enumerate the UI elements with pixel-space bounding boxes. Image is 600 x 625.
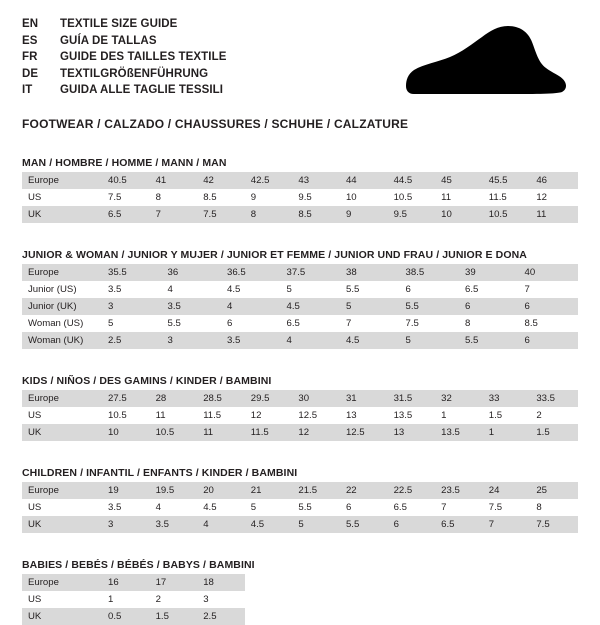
size-cell: 5.5 [400, 298, 460, 315]
size-group [22, 559, 578, 625]
table-row [22, 189, 578, 206]
language-row [22, 33, 227, 50]
size-cell: 3 [102, 298, 162, 315]
size-cell: 5.5 [459, 332, 519, 349]
size-cell: 4.5 [197, 499, 245, 516]
size-group [22, 375, 578, 441]
table-row [22, 390, 578, 407]
size-group-title: KIDS / NIÑOS / DES GAMINS / KINDER / BAMBINI [22, 375, 272, 387]
table-row [22, 172, 578, 189]
table-row [22, 424, 578, 441]
table-row [22, 499, 578, 516]
size-cell: 16 [102, 574, 150, 591]
language-row [22, 16, 227, 33]
size-cell: 7 [483, 516, 531, 533]
size-group-title: MAN / HOMBRE / HOMME / MANN / MAN [22, 157, 227, 169]
size-cell [435, 574, 483, 591]
size-cell: 13.5 [388, 407, 436, 424]
size-cell: 36.5 [221, 264, 281, 281]
language-code: FR [22, 51, 38, 63]
size-cell: 6 [340, 499, 388, 516]
language-title: TEXTILE SIZE GUIDE [60, 18, 178, 30]
size-cell: 42.5 [245, 172, 293, 189]
size-cell: 5 [281, 281, 341, 298]
size-cell: 40 [519, 264, 579, 281]
size-cell: 4 [150, 499, 198, 516]
table-row [22, 332, 578, 349]
size-cell: 11 [197, 424, 245, 441]
size-cell: 19.5 [150, 482, 198, 499]
size-cell: 4 [197, 516, 245, 533]
size-cell: 1.5 [150, 608, 198, 625]
size-cell: 27.5 [102, 390, 150, 407]
row-label: UK [22, 206, 102, 223]
size-cell [483, 608, 531, 625]
size-group [22, 249, 578, 349]
size-cell: 6 [400, 281, 460, 298]
size-cell: 4.5 [340, 332, 400, 349]
size-cell: 4 [281, 332, 341, 349]
size-cell [483, 574, 531, 591]
size-cell: 3.5 [102, 281, 162, 298]
size-cell [530, 608, 578, 625]
row-label: US [22, 499, 102, 516]
size-cell: 10.5 [150, 424, 198, 441]
size-cell: 40.5 [102, 172, 150, 189]
size-cell: 6.5 [459, 281, 519, 298]
size-cell: 19 [102, 482, 150, 499]
size-cell: 6.5 [102, 206, 150, 223]
language-title: GUÍA DE TALLAS [60, 34, 157, 47]
language-code: EN [22, 18, 39, 30]
size-cell: 8.5 [292, 206, 340, 223]
table-row [22, 298, 578, 315]
size-cell [245, 608, 293, 625]
size-cell: 5.5 [292, 499, 340, 516]
row-label: Junior (US) [22, 281, 102, 298]
size-cell: 8 [150, 189, 198, 206]
row-label: Europe [22, 390, 102, 407]
size-cell: 9 [245, 189, 293, 206]
size-cell: 6.5 [388, 499, 436, 516]
size-cell: 21 [245, 482, 293, 499]
row-label: Europe [22, 264, 102, 281]
table-row [22, 281, 578, 298]
row-label: Europe [22, 172, 102, 189]
size-cell: 9.5 [388, 206, 436, 223]
size-cell: 3 [162, 332, 222, 349]
size-cell: 36 [162, 264, 222, 281]
size-cell: 5.5 [340, 281, 400, 298]
size-cell: 5 [292, 516, 340, 533]
size-cell: 9 [340, 206, 388, 223]
size-cell: 5 [340, 298, 400, 315]
language-row [22, 49, 227, 66]
size-group-title: CHILDREN / INFANTIL / ENFANTS / KINDER / BAMBINI [22, 467, 298, 479]
size-cell: 10 [340, 189, 388, 206]
size-tables [22, 157, 578, 625]
page-header [22, 16, 578, 101]
size-cell: 28 [150, 390, 198, 407]
size-cell: 45.5 [483, 172, 531, 189]
size-cell: 8 [530, 499, 578, 516]
size-cell: 1.5 [530, 424, 578, 441]
size-cell: 6.5 [435, 516, 483, 533]
size-cell: 5 [400, 332, 460, 349]
size-cell: 9.5 [292, 189, 340, 206]
size-cell: 11.5 [197, 407, 245, 424]
section-title: FOOTWEAR / CALZADO / CHAUSSURES / SCHUHE / CALZATURE [22, 117, 409, 131]
size-group [22, 467, 578, 533]
size-cell: 4 [221, 298, 281, 315]
language-title: TEXTILGRÖßENFÜHRUNG [60, 67, 209, 80]
row-label: Woman (UK) [22, 332, 102, 349]
size-cell: 12.5 [340, 424, 388, 441]
size-cell: 12 [292, 424, 340, 441]
size-cell: 10 [435, 206, 483, 223]
size-cell: 17 [150, 574, 198, 591]
size-cell: 5 [102, 315, 162, 332]
size-cell: 11 [530, 206, 578, 223]
table-row [22, 264, 578, 281]
size-cell: 30 [292, 390, 340, 407]
size-cell: 44.5 [388, 172, 436, 189]
size-cell: 35.5 [102, 264, 162, 281]
size-cell: 13 [388, 424, 436, 441]
size-cell: 38.5 [400, 264, 460, 281]
size-cell: 31.5 [388, 390, 436, 407]
size-cell: 6 [221, 315, 281, 332]
language-code: IT [22, 84, 33, 96]
size-table [22, 390, 578, 441]
size-cell: 32 [435, 390, 483, 407]
size-cell: 3.5 [102, 499, 150, 516]
size-cell: 1 [435, 407, 483, 424]
size-cell: 41 [150, 172, 198, 189]
size-cell: 7.5 [102, 189, 150, 206]
size-cell: 22 [340, 482, 388, 499]
size-cell: 6 [459, 298, 519, 315]
size-cell [292, 608, 340, 625]
size-cell: 22.5 [388, 482, 436, 499]
size-cell: 45 [435, 172, 483, 189]
table-row [22, 206, 578, 223]
row-label: Junior (UK) [22, 298, 102, 315]
size-group [22, 157, 578, 223]
size-group-title: JUNIOR & WOMAN / JUNIOR Y MUJER / JUNIOR ET FEMME / JUNIOR UND FRAU / JUNIOR E DONA [22, 249, 527, 261]
row-label: Europe [22, 482, 102, 499]
size-cell: 13.5 [435, 424, 483, 441]
size-cell: 6.5 [281, 315, 341, 332]
size-cell [435, 608, 483, 625]
size-cell: 5 [245, 499, 293, 516]
table-row [22, 407, 578, 424]
size-cell: 7.5 [483, 499, 531, 516]
size-cell: 3 [197, 591, 245, 608]
row-label: Woman (US) [22, 315, 102, 332]
row-label: US [22, 407, 102, 424]
size-cell [340, 608, 388, 625]
size-cell: 33.5 [530, 390, 578, 407]
size-cell: 12 [530, 189, 578, 206]
size-cell: 33 [483, 390, 531, 407]
size-cell: 4 [162, 281, 222, 298]
size-cell: 2.5 [102, 332, 162, 349]
row-label: US [22, 591, 102, 608]
size-cell: 7.5 [400, 315, 460, 332]
size-cell: 3 [102, 516, 150, 533]
table-row [22, 608, 578, 625]
table-row [22, 482, 578, 499]
size-table [22, 264, 578, 349]
size-cell [292, 574, 340, 591]
language-code: DE [22, 67, 39, 80]
size-cell: 4.5 [221, 281, 281, 298]
size-cell: 6 [519, 332, 579, 349]
size-cell: 3.5 [221, 332, 281, 349]
size-cell: 12.5 [292, 407, 340, 424]
size-cell [388, 608, 436, 625]
size-cell: 6 [519, 298, 579, 315]
language-title: GUIDA ALLE TAGLIE TESSILI [60, 84, 224, 96]
size-cell: 20 [197, 482, 245, 499]
size-cell: 5.5 [162, 315, 222, 332]
table-row [22, 574, 578, 591]
size-cell: 25 [530, 482, 578, 499]
size-cell: 7.5 [197, 206, 245, 223]
size-cell: 21.5 [292, 482, 340, 499]
table-row [22, 516, 578, 533]
size-cell: 31 [340, 390, 388, 407]
size-cell: 1.5 [483, 407, 531, 424]
size-cell: 38 [340, 264, 400, 281]
size-cell: 11.5 [483, 189, 531, 206]
size-cell: 3.5 [162, 298, 222, 315]
row-label: UK [22, 608, 102, 625]
size-cell: 6 [388, 516, 436, 533]
size-cell: 4.5 [245, 516, 293, 533]
size-cell: 46 [530, 172, 578, 189]
language-code: ES [22, 34, 38, 47]
language-title: GUIDE DES TAILLES TEXTILE [60, 51, 227, 63]
row-label: UK [22, 516, 102, 533]
size-cell: 7 [519, 281, 579, 298]
size-table [22, 482, 578, 533]
size-cell: 11.5 [245, 424, 293, 441]
size-cell: 44 [340, 172, 388, 189]
size-cell: 3.5 [150, 516, 198, 533]
size-cell: 39 [459, 264, 519, 281]
size-cell: 5.5 [340, 516, 388, 533]
size-cell [245, 574, 293, 591]
size-cell [530, 574, 578, 591]
size-cell: 2.5 [197, 608, 245, 625]
size-cell: 7 [340, 315, 400, 332]
size-cell: 24 [483, 482, 531, 499]
size-cell: 10.5 [483, 206, 531, 223]
size-cell [340, 574, 388, 591]
size-cell: 8 [459, 315, 519, 332]
size-cell: 8.5 [197, 189, 245, 206]
dress-shoe-icon [398, 24, 568, 101]
size-cell: 2 [530, 407, 578, 424]
size-cell: 11 [435, 189, 483, 206]
size-cell: 7 [150, 206, 198, 223]
size-cell: 29.5 [245, 390, 293, 407]
size-cell: 10 [102, 424, 150, 441]
size-cell: 0.5 [102, 608, 150, 625]
size-cell: 8 [245, 206, 293, 223]
size-cell: 2 [150, 591, 198, 608]
size-cell: 43 [292, 172, 340, 189]
language-list [22, 16, 227, 99]
table-row [22, 315, 578, 332]
size-cell: 12 [245, 407, 293, 424]
size-cell: 7 [435, 499, 483, 516]
size-cell: 23.5 [435, 482, 483, 499]
size-cell: 18 [197, 574, 245, 591]
size-cell: 11 [150, 407, 198, 424]
row-label: US [22, 189, 102, 206]
size-group-title: BABIES / BEBÉS / BÉBÉS / BABYS / BAMBINI [22, 559, 255, 571]
size-cell: 42 [197, 172, 245, 189]
size-cell: 8.5 [519, 315, 579, 332]
size-cell: 10.5 [388, 189, 436, 206]
size-cell: 1 [483, 424, 531, 441]
size-table [22, 172, 578, 223]
language-row [22, 82, 227, 99]
language-row [22, 66, 227, 83]
size-cell: 7.5 [530, 516, 578, 533]
size-cell: 10.5 [102, 407, 150, 424]
row-label: Europe [22, 574, 102, 591]
size-cell: 37.5 [281, 264, 341, 281]
size-cell: 28.5 [197, 390, 245, 407]
size-cell [388, 574, 436, 591]
row-label: UK [22, 424, 102, 441]
size-cell: 1 [102, 591, 150, 608]
size-cell: 4.5 [281, 298, 341, 315]
size-cell: 13 [340, 407, 388, 424]
